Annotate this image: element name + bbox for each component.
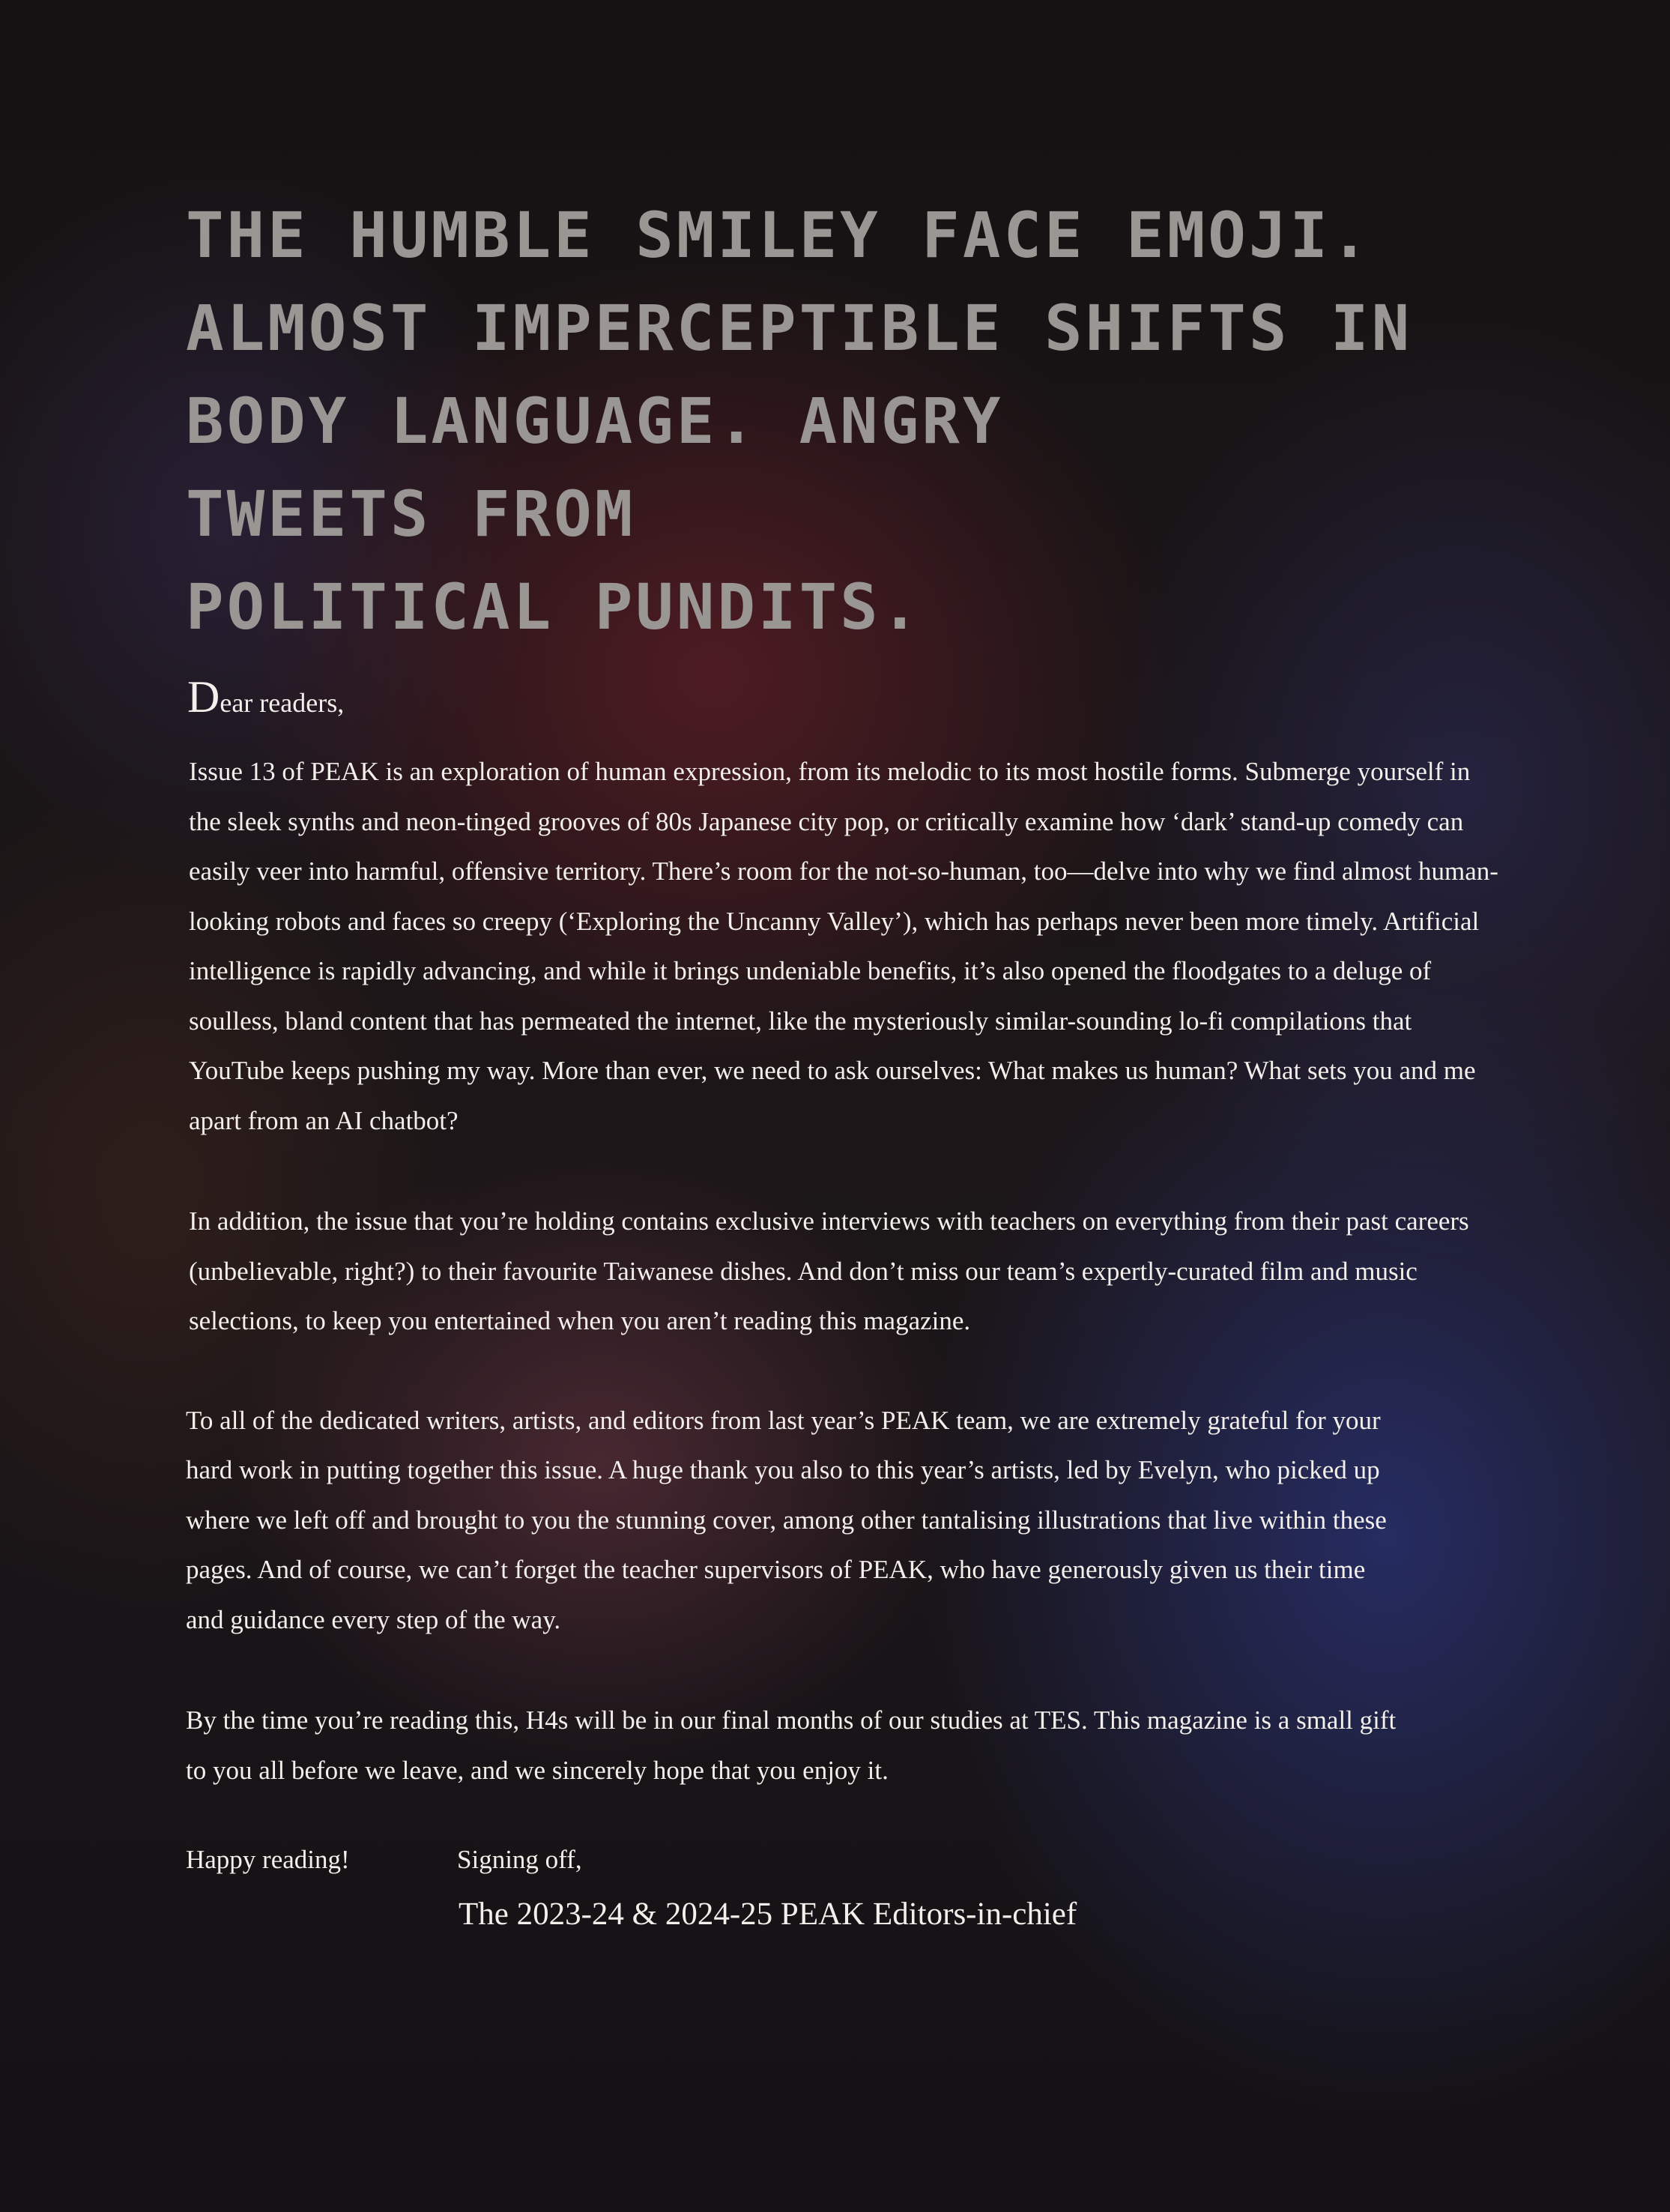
letter-paragraph: In addition, the issue that you’re holding contains exclusive interviews with teachers on everything from their past careers (unbelievable, right?) to their favourite Taiwanese dishes. And don’t miss our team’s expertly-curated film and music selections, to keep you entertained when you aren’t reading this magazine.	[189, 1206, 1469, 1335]
salutation	[187, 672, 1504, 722]
letter-paragraph: To all of the dedicated writers, artists, and editors from last year’s PEAK team, we are extremely grateful for your hard work in putting together this issue. A huge thank you also to this year’s artists, led by Evelyn, who picked up where we left off and brought to you the stunning cover, among other tantalising illustrations that live within these pages. And of course, we can’t forget the teacher supervisors of PEAK, who have generously given us their time and guidance every step of the way.	[186, 1405, 1387, 1634]
letter-paragraph: By the time you’re reading this, H4s will be in our final months of our studies at TES. This magazine is a small gift to you all before we leave, and we sincerely hope that you enjoy it.	[186, 1705, 1397, 1785]
salutation-initial: D	[187, 672, 220, 722]
headline-line: TWEETS FROM	[186, 477, 636, 551]
headline-line: THE HUMBLE SMILEY FACE EMOJI.	[186, 199, 1372, 272]
headline-line: ALMOST IMPERCEPTIBLE SHIFTS IN	[186, 291, 1413, 365]
letter-paragraph: Issue 13 of PEAK is an exploration of human expression, from its melodic to its most hostile forms. Submerge yourself in the sleek synths and neon-tinged grooves of 80s Japanese city pop, or critically examine how ‘dark’ stand-up comedy can easily veer into harmful, offensive territory. There’s room for the not-so-human, too—delve into why we find almost human-looking robots and faces so creepy (‘Exploring the Uncanny Valley’), which has perhaps never been more timely. Artificial intelligence is rapidly advancing, and while it brings undeniable benefits, it’s also opened the floodgates to a deluge of soulless, bland content that has permeated the internet, like the mysteriously similar-sounding lo-fi compilations that YouTube keeps pushing my way. More than ever, we need to ask ourselves: What makes us human? What sets you and me apart from an AI chatbot?	[189, 757, 1498, 1135]
headline	[186, 189, 1534, 653]
closing-block	[186, 1845, 1504, 1932]
closing-text: Happy reading!	[186, 1845, 350, 1874]
signoff-text: Signing off,	[457, 1845, 582, 1874]
headline-line: POLITICAL PUNDITS.	[186, 570, 922, 644]
signature: The 2023-24 & 2024-25 PEAK Editors-in-chief	[459, 1897, 1077, 1932]
editors-letter	[186, 672, 1504, 1932]
headline-line: BODY LANGUAGE. ANGRY	[186, 384, 1004, 458]
salutation-text: ear readers,	[220, 688, 345, 718]
